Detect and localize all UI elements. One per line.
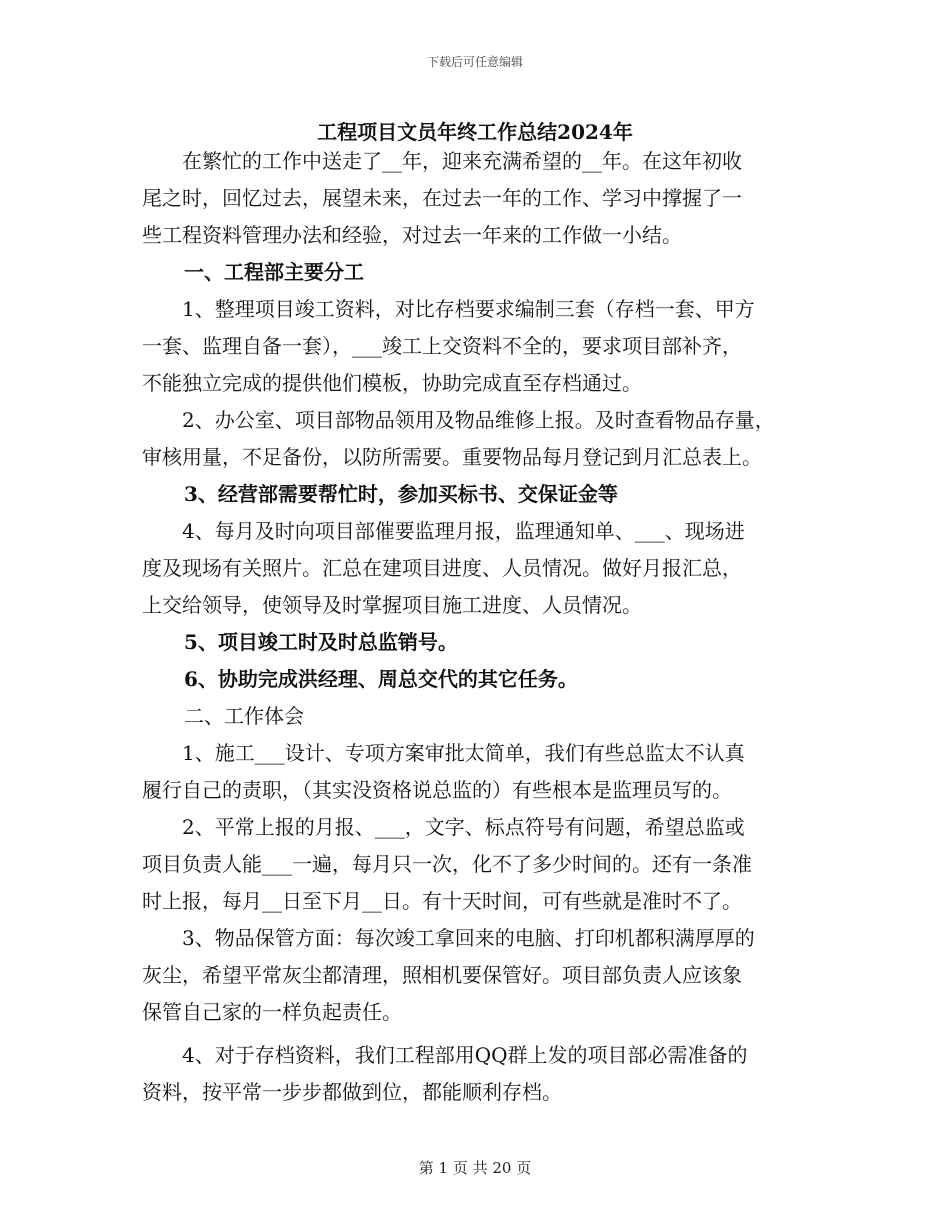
item-5: 5、项目竣工时及时总监销号。	[184, 630, 458, 654]
item-6: 6、协助完成洪经理、周总交代的其它任务。	[184, 667, 578, 691]
document-body	[142, 143, 822, 1111]
item-3: 3、经营部需要帮忙时，参加买标书、交保证金等	[184, 482, 618, 506]
experience-1: 1、施工___设计、专项方案审批太简单，我们有些总监太不认真 履行自己的责职，（其实没资格说总监的）有些根本是监理员写的。	[142, 741, 745, 802]
experience-4: 4、对于存档资料，我们工程部用QQ群上发的项目部必需准备的 资料，按平常一步步都做到位，都能顺利存档。	[142, 1043, 748, 1104]
item-2: 2、办公室、项目部物品领用及物品维修上报。及时查看物品存量， 审核用量，不足备份，以防所需要。重要物品每月登记到月汇总表上。	[142, 408, 775, 469]
experience-2: 2、平常上报的月报、___，文字、标点符号有问题，希望总监或 项目负责人能___一遍，每月只一次，化不了多少时间的。还有一条准 时上报，每月__日至下月__日。有十天时间，可有些就是准时不了。	[142, 815, 752, 913]
intro-paragraph: 在繁忙的工作中送走了__年，迎来充满希望的__年。在这年初收 尾之时，回忆过去，展望未来，在过去一年的工作、学习中撑握了一 些工程资料管理办法和经验，对过去一年来的工作做一小结。	[142, 149, 742, 247]
document-title: 工程项目文员年终工作总结2024年	[317, 120, 633, 144]
page-footer: 第 1 页 共 20 页	[418, 1159, 532, 1177]
section-heading-2: 二、工作体会	[184, 704, 304, 728]
item-4: 4、每月及时向项目部催要监理月报，监理通知单、___、现场进 度及现场有关照片。汇总在建项目进度、人员情况。做好月报汇总， 上交给领导，使领导及时掌握项目施工进度、人员情况。	[142, 519, 745, 617]
page-header: 下载后可任意编辑	[426, 55, 523, 69]
section-heading-1: 一、工程部主要分工	[184, 260, 364, 284]
item-1: 1、整理项目竣工资料，对比存档要求编制三套（存档一套、甲方 一套、监理自备一套），___竣工上交资料不全的，要求项目部补齐， 不能独立完成的提供他们模板，协助完成直至存档通过。	[142, 297, 755, 395]
experience-3: 3、物品保管方面：每次竣工拿回来的电脑、打印机都积满厚厚的 灰尘，希望平常灰尘都清理，照相机要保管好。项目部负责人应该象 保管自己家的一样负起责任。	[142, 926, 755, 1024]
